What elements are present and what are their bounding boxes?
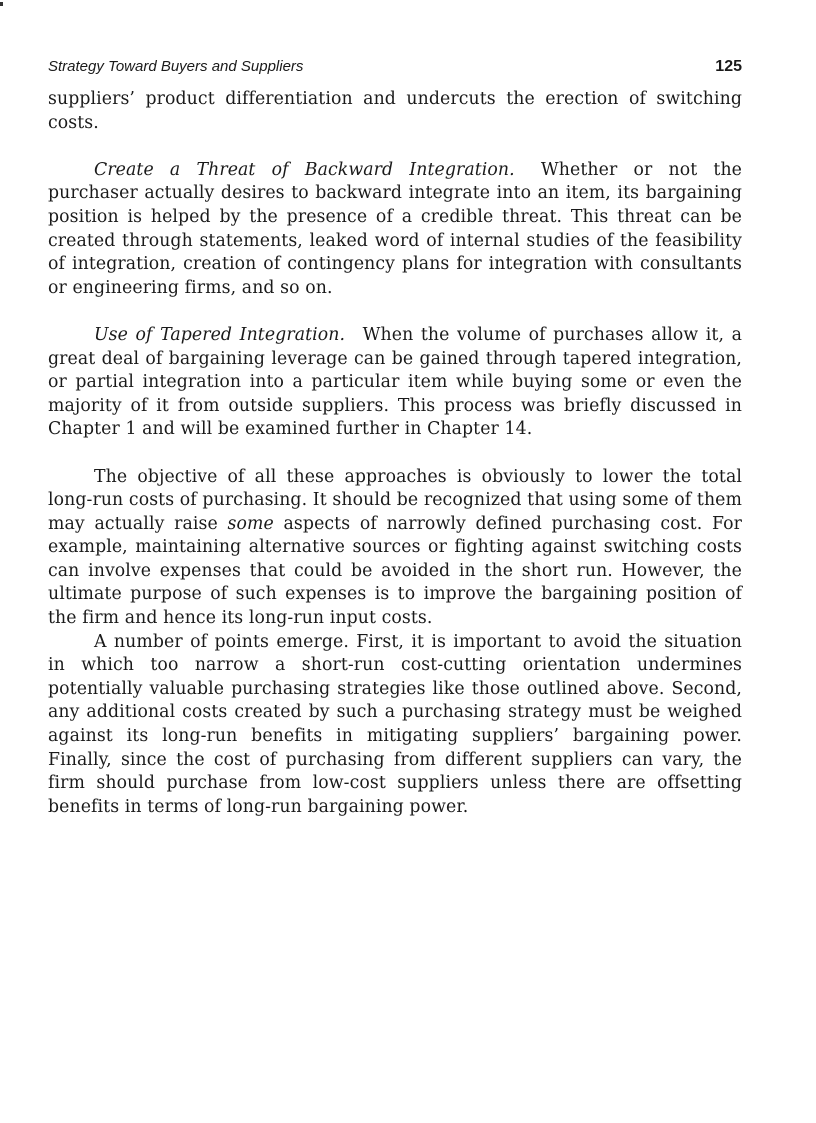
- page-number: 125: [715, 58, 742, 75]
- book-page: [48, 58, 742, 819]
- run-in-heading-backward-integration: Create a Threat of Backward Integration.: [94, 159, 515, 180]
- paragraph-objective: [48, 466, 742, 631]
- scan-mark: [0, 2, 3, 6]
- paragraph-text: When the volume of purchases allow it, a great deal of bargaining leverage can be gained through tapered integration, or partial integration into a particular item while buying some or even the majority of it from outside suppliers. This process was briefly discussed in Chapter 1 and will be examined further in Chapter 14.: [48, 324, 742, 440]
- body-text: [48, 88, 742, 819]
- run-in-heading-tapered-integration: Use of Tapered Integration.: [94, 324, 346, 345]
- paragraph-text: Whether or not the purchaser actually desires to backward integrate into an item, its bargaining position is helped by the presence of a credible threat. This threat can be created through statements, leaked word of internal studies of the feasibility of integration, creation of contingency plans for integration with consultants or engineering firms, and so on.: [48, 159, 742, 298]
- running-header: [48, 58, 742, 88]
- paragraph-text: aspects of narrowly defined purchasing cost. For example, maintaining alternative sources or fighting against switching costs can involve expenses that could be avoided in the short run. However, the ultimate purpose of such expenses is to improve the bargaining position of the firm and hence its long-run input costs.: [48, 513, 743, 629]
- paragraph-text: The objective of all these approaches is obviously to lower the total long-run costs of purchasing. It should be recognized that using some of them may actually raise: [48, 466, 742, 534]
- emphasis: some: [227, 513, 274, 534]
- paragraph-backward-integration: [48, 159, 742, 301]
- running-title: Strategy Toward Buyers and Suppliers: [48, 58, 304, 75]
- paragraph-tapered-integration: [48, 324, 742, 442]
- paragraph-points-emerge: A number of points emerge. First, it is important to avoid the situation in which too narrow a short-run cost-cutting orientation undermines potentially valuable purchasing strategies like those outlined above. Second, any additional costs created by such a purchasing strategy must be weighed against its long-run benefits in mitigating suppliers’ bargaining power. Finally, since the cost of purchasing from different suppliers can vary, the firm should purchase from low-cost suppliers unless there are offsetting benefits in terms of long-run bargaining power.: [48, 631, 742, 817]
- paragraph-continuation: suppliers’ product differentiation and undercuts the erection of switching costs.: [48, 89, 742, 133]
